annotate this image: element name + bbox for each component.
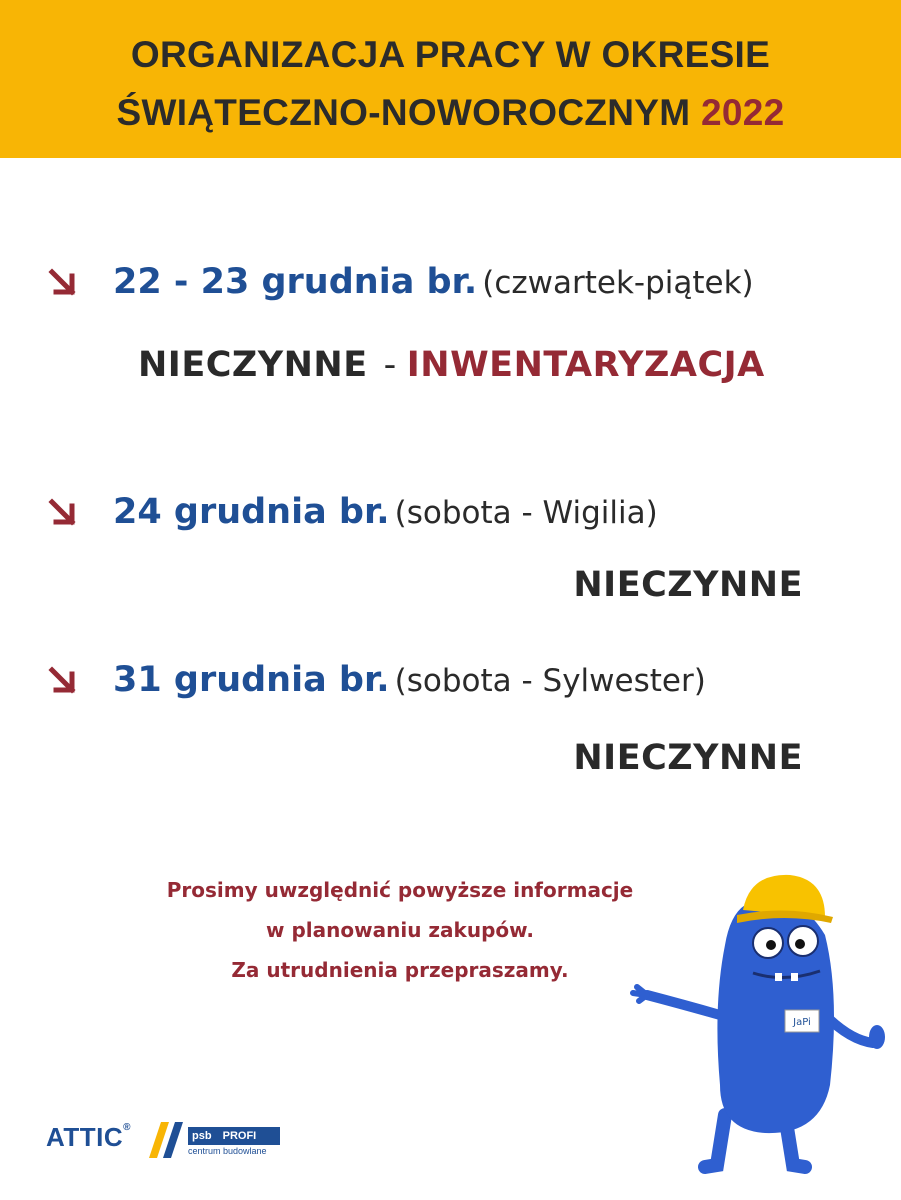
title-line-2 [0, 92, 901, 134]
entry-3-date-line [113, 660, 706, 700]
info-message [90, 870, 710, 990]
message-line-3: Za utrudnienia przepraszamy. [231, 958, 569, 982]
psb-profi-logo [188, 1127, 280, 1145]
entry-1-status-line [138, 345, 765, 385]
attic-logo-text: ATTIC [46, 1122, 124, 1152]
entry-1-status: NIECZYNNE [138, 345, 368, 385]
centrum-budowlane-text: centrum budowlane [188, 1146, 267, 1156]
entry-3-note: (sobota - Sylwester) [394, 663, 706, 699]
entry-1-note: (czwartek-piątek) [482, 265, 754, 301]
entry-1-date-line [113, 262, 754, 302]
mascot-badge: JaPi [793, 1017, 811, 1028]
entry-2-date-line [113, 492, 658, 532]
logo-stripes-icon [149, 1120, 185, 1160]
entry-2-date: 24 grudnia br. [113, 492, 390, 532]
entry-1-reason: INWENTARYZACJA [406, 345, 765, 385]
arrow-down-right-icon [46, 664, 80, 698]
message-line-1: Prosimy uwzględnić powyższe informacje [166, 878, 634, 902]
psb-text: psb [192, 1130, 212, 1142]
title-line-1: ORGANIZACJA PRACY W OKRESIE [130, 34, 771, 75]
title-year: 2022 [700, 92, 785, 133]
entry-2-note: (sobota - Wigilia) [394, 495, 658, 531]
arrow-down-right-icon [46, 266, 80, 300]
entry-2-status: NIECZYNNE [573, 565, 803, 605]
attic-logo [46, 1122, 131, 1153]
mascot-japi-image [625, 865, 895, 1175]
header-banner [0, 0, 901, 158]
title-main: ŚWIĄTECZNO-NOWOROCZNYM [116, 92, 691, 133]
message-line-2: w planowaniu zakupów. [266, 918, 534, 942]
profi-text: PROFI [222, 1130, 257, 1142]
entry-1-separator: - [383, 345, 397, 385]
entry-3-date: 31 grudnia br. [113, 660, 390, 700]
attic-reg-mark: ® [123, 1122, 131, 1133]
entry-3-status: NIECZYNNE [573, 738, 803, 778]
entry-1-date: 22 - 23 grudnia br. [113, 262, 478, 302]
arrow-down-right-icon [46, 496, 80, 530]
